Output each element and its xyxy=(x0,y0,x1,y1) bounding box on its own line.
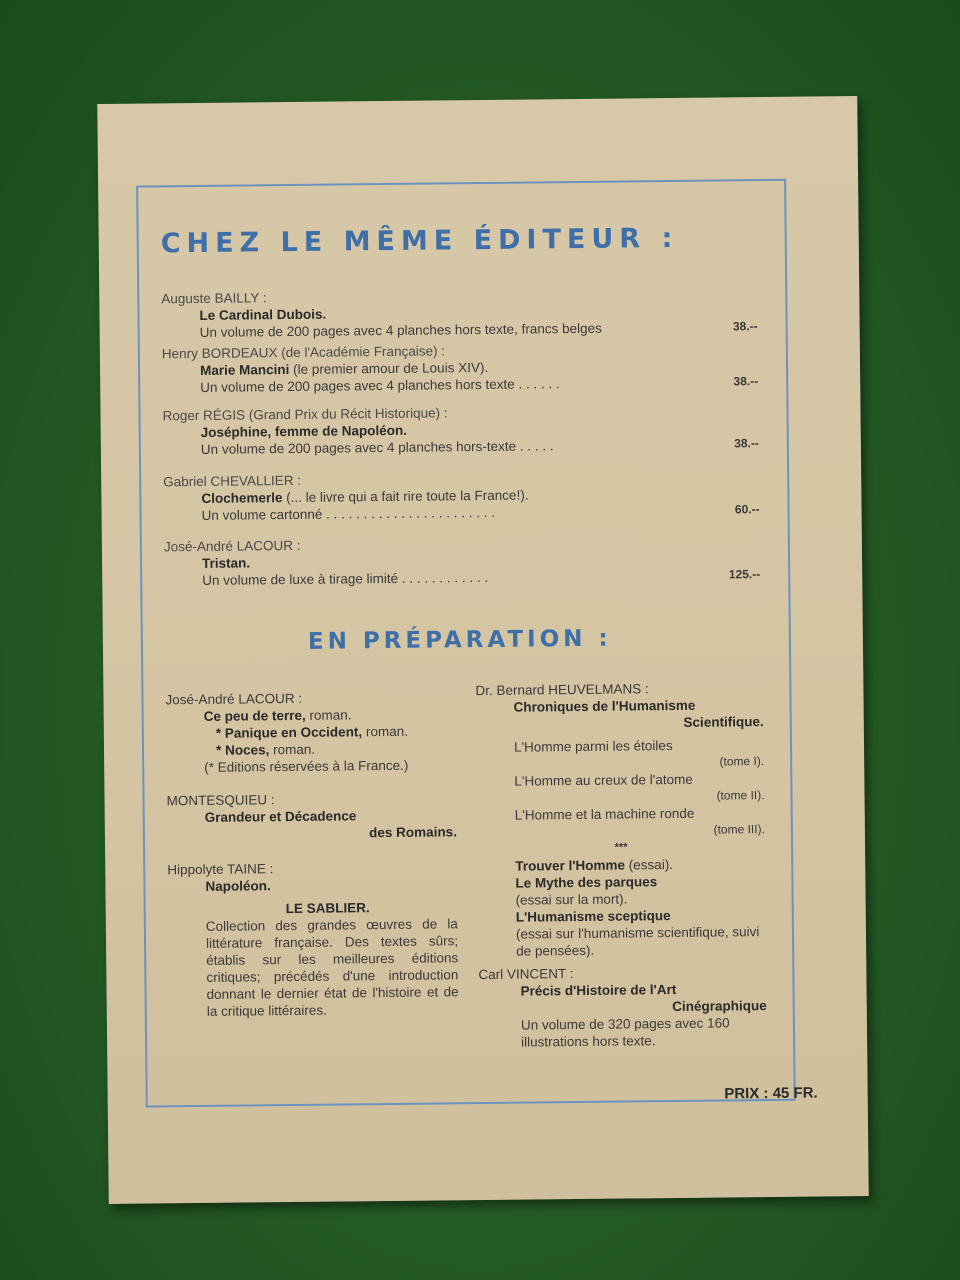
entry-author: Roger RÉGIS (Grand Prix du Récit Historique) : xyxy=(162,405,448,424)
tome-2-label: (tome II). xyxy=(716,788,765,803)
editions-note: (* Editions réservées à la France.) xyxy=(204,757,409,775)
book-sceptique-genre: (essai sur l'humanisme scientifique, suivi de pensées). xyxy=(515,924,760,959)
entry-title: Joséphine, femme de Napoléon. xyxy=(200,422,408,440)
author-heuvelmans: Dr. Bernard HEUVELMANS : xyxy=(475,681,649,699)
entry-description: Un volume de 200 pages avec 4 planches hors texte . . . . . . 38.-- xyxy=(200,374,759,395)
series-chroniques-line1: Chroniques de l'Humanisme xyxy=(513,697,696,715)
entry-price: 60.-- xyxy=(734,502,760,517)
book-noces: * Noces, roman. xyxy=(215,741,316,758)
entry-price: 38.-- xyxy=(733,374,759,389)
book-grandeur-line1: Grandeur et Décadence xyxy=(204,808,357,825)
book-back-cover xyxy=(97,96,868,1204)
book-precis-description: Un volume de 320 pages avec 160 illustrations hors texte. xyxy=(520,1015,730,1050)
catalogue-entry xyxy=(161,284,758,341)
preparation-right-column xyxy=(475,679,767,1051)
tome-3-label: (tome III). xyxy=(713,822,765,837)
tome-1-title: L'Homme parmi les étoiles xyxy=(513,738,673,755)
catalogue-entry xyxy=(162,339,759,396)
book-grandeur-line2: des Romains. xyxy=(369,824,457,841)
tome-2-title: L'Homme au creux de l'atome xyxy=(514,771,693,789)
author-vincent: Carl VINCENT : xyxy=(478,966,574,983)
entry-title: Le Cardinal Dubois. xyxy=(199,306,327,323)
entry-price: 38.-- xyxy=(732,319,758,334)
catalogue-entry xyxy=(164,532,761,589)
entry-description: Un volume cartonné . . . . . . . . . . . . . . . . . . . . . . . 60.-- xyxy=(201,502,760,523)
entry-price: 38.-- xyxy=(734,436,759,451)
price-label: PRIX : 45 FR. xyxy=(724,1084,818,1103)
author-taine: Hippolyte TAINE : xyxy=(167,861,274,878)
entry-author: José-André LACOUR : xyxy=(163,537,301,555)
book-trouver: Trouver l'Homme (essai). xyxy=(515,857,674,874)
entry-price: 125.-- xyxy=(728,567,761,582)
entry-author: Henry BORDEAUX (de l'Académie Française) : xyxy=(161,343,446,362)
book-precis-line2: Cinégraphique xyxy=(672,998,767,1015)
preparation-left-column xyxy=(165,688,458,1020)
entry-description: Un volume de 200 pages avec 4 planches hors-texte . . . . . 38.-- xyxy=(200,436,759,457)
entry-description: Un volume de 200 pages avec 4 planches hors texte, francs belges 38.-- xyxy=(199,319,758,340)
tome-3-title: L'Homme et la machine ronde xyxy=(514,805,695,823)
separator-stars: *** xyxy=(614,841,628,854)
book-mythe-genre: (essai sur la mort). xyxy=(515,891,628,908)
heading-same-publisher: CHEZ LE MÊME ÉDITEUR : xyxy=(160,222,679,260)
book-precis-line1: Précis d'Histoire de l'Art xyxy=(520,981,677,999)
book-sceptique: L'Humanisme sceptique xyxy=(515,908,671,925)
tome-1-label: (tome I). xyxy=(719,754,765,769)
entry-author: Auguste BAILLY : xyxy=(161,290,267,307)
entry-title: Clochemerle (... le livre qui a fait rire toute la France!). xyxy=(201,487,529,506)
book-panique: * Panique en Occident, roman. xyxy=(215,723,409,741)
entry-author: Gabriel CHEVALLIER : xyxy=(163,472,302,490)
book-napoleon: Napoléon. xyxy=(205,878,271,894)
collection-sablier: LE SABLIER. xyxy=(285,900,370,917)
book-mythe: Le Mythe des parques xyxy=(515,874,658,891)
book-ce-peu-de-terre: Ce peu de terre, roman. xyxy=(203,707,352,724)
author-lacour: José-André LACOUR : xyxy=(165,690,303,708)
catalogue-entry xyxy=(162,401,759,458)
collection-description: Collection des grandes œuvres de la littérature française. Des textes sûrs; établis sur les meilleures éditions critiques; précédés d'une introduction donnant le dernier état de l'histoire et de la critique littéraires. xyxy=(205,916,459,1019)
author-montesquieu: MONTESQUIEU : xyxy=(166,792,275,809)
entry-description: Un volume de luxe à tirage limité . . . . . . . . . . . . 125.-- xyxy=(202,567,761,588)
entry-title: Marie Mancini (le premier amour de Louis XIV). xyxy=(199,359,489,378)
heading-in-preparation: EN PRÉPARATION : xyxy=(307,625,612,655)
entry-title: Tristan. xyxy=(201,555,251,571)
series-chroniques-line2: Scientifique. xyxy=(683,714,764,730)
catalogue-entry xyxy=(163,467,760,524)
